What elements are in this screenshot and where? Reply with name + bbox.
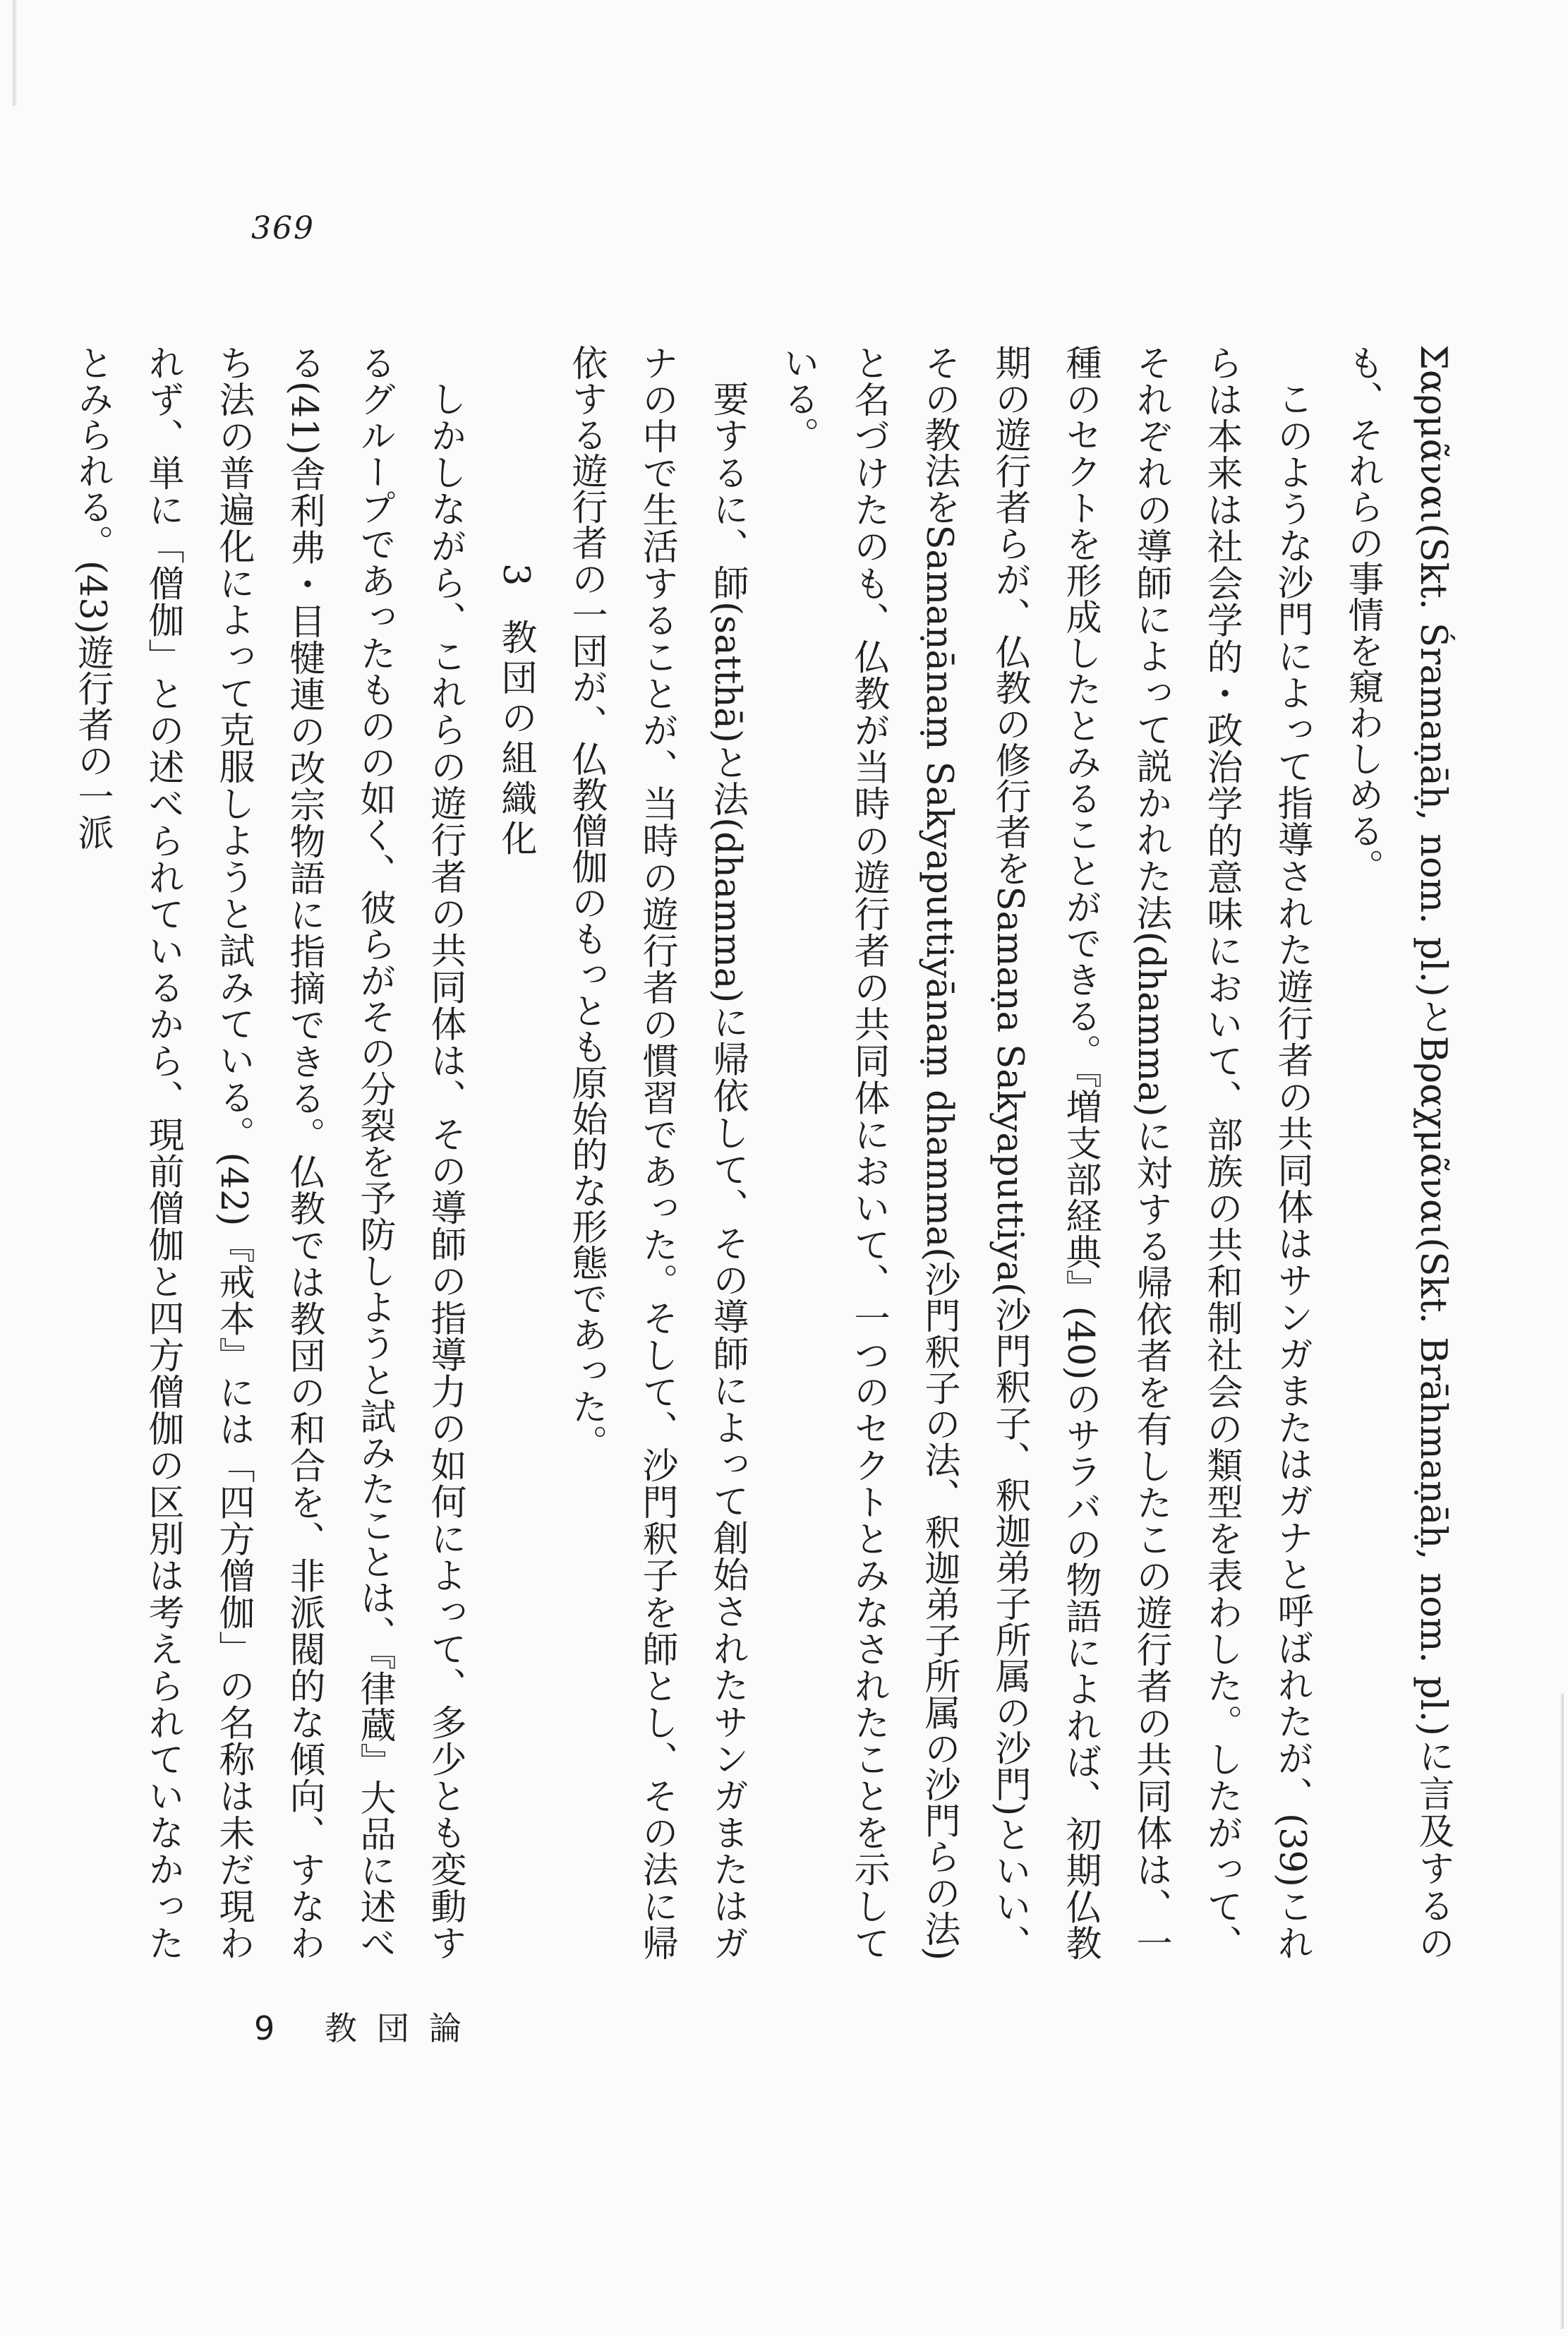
paragraph-2: このような沙門によって指導された遊行者の共同体はサンガまたはガナと呼ばれたが、(39)これらは本来は社会学的・政治学的意味において、部族の共和制社会の類型を表わした。したがって、それぞれの導師によって説かれた法(dhamma)に対する帰依者を有したこの遊行者の共同体は、一種のセクトを形成したとみることができる。『増支部経典』(40)のサラバの物語によれば、初期仏教期の遊行者らが、仏教の修行者をSamaṇa Sakyaputtiya(沙門釈子、釈迦弟子所属の沙門)といい、その教法をSamaṇānaṃ Sakyaputtiyānaṃ dhamma(沙門釈子の法、釈迦弟子所属の沙門らの法)と名づけたのも、仏教が当時の遊行者の共同体において、一つのセクトとみなされたことを示している。 [777, 344, 1313, 1961]
page-number: 369 [251, 210, 315, 246]
scan-edge-right [1560, 1694, 1564, 2329]
section-title: 教団の組織化 [495, 618, 536, 860]
paragraph-4: しかしながら、これらの遊行者の共同体は、その導師の指導力の如何によって、多少とも変動するグループであったものの如く、彼らがその分裂を予防しようと試みたことは、『律蔵』大品に述べる(41)舎利弗・目犍連の改宗物語に指摘できる。仏教では教団の和合を、非派閥的な傾向、すなわち法の普遍化によって克服しようと試みている。(42)『戒本』には「四方僧伽」の名称は未だ現われず、単に「僧伽」との述べられているから、現前僧伽と四方僧伽の区別は考えられていなかったとみられる。(43)遊行者の一派 [71, 344, 466, 1961]
scan-edge-left [13, 0, 17, 106]
vertical-text-body [71, 344, 1468, 1961]
running-footer: 9 教団論 [254, 2009, 481, 2047]
paragraph-3: 要するに、師(satthā)と法(dhamma)に帰依して、その導師によって創始されたサンガまたはガナの中で生活することが、当時の遊行者の慣習であった。そして、沙門釈子を師とし、その法に帰依する遊行者の一団が、仏教僧伽のもっとも原始的な形態であった。 [565, 344, 748, 1961]
section-heading [480, 344, 550, 1961]
paragraph-1: Σαρμᾶναι(Skt. Śramaṇāḥ, nom. pl.)とΒραχμᾶναι(Skt. Brāhmaṇāḥ, nom. pl.)に言及するのも、それらの事情を窺わしめる。 [1341, 344, 1454, 1961]
section-number: 3 [495, 563, 536, 591]
